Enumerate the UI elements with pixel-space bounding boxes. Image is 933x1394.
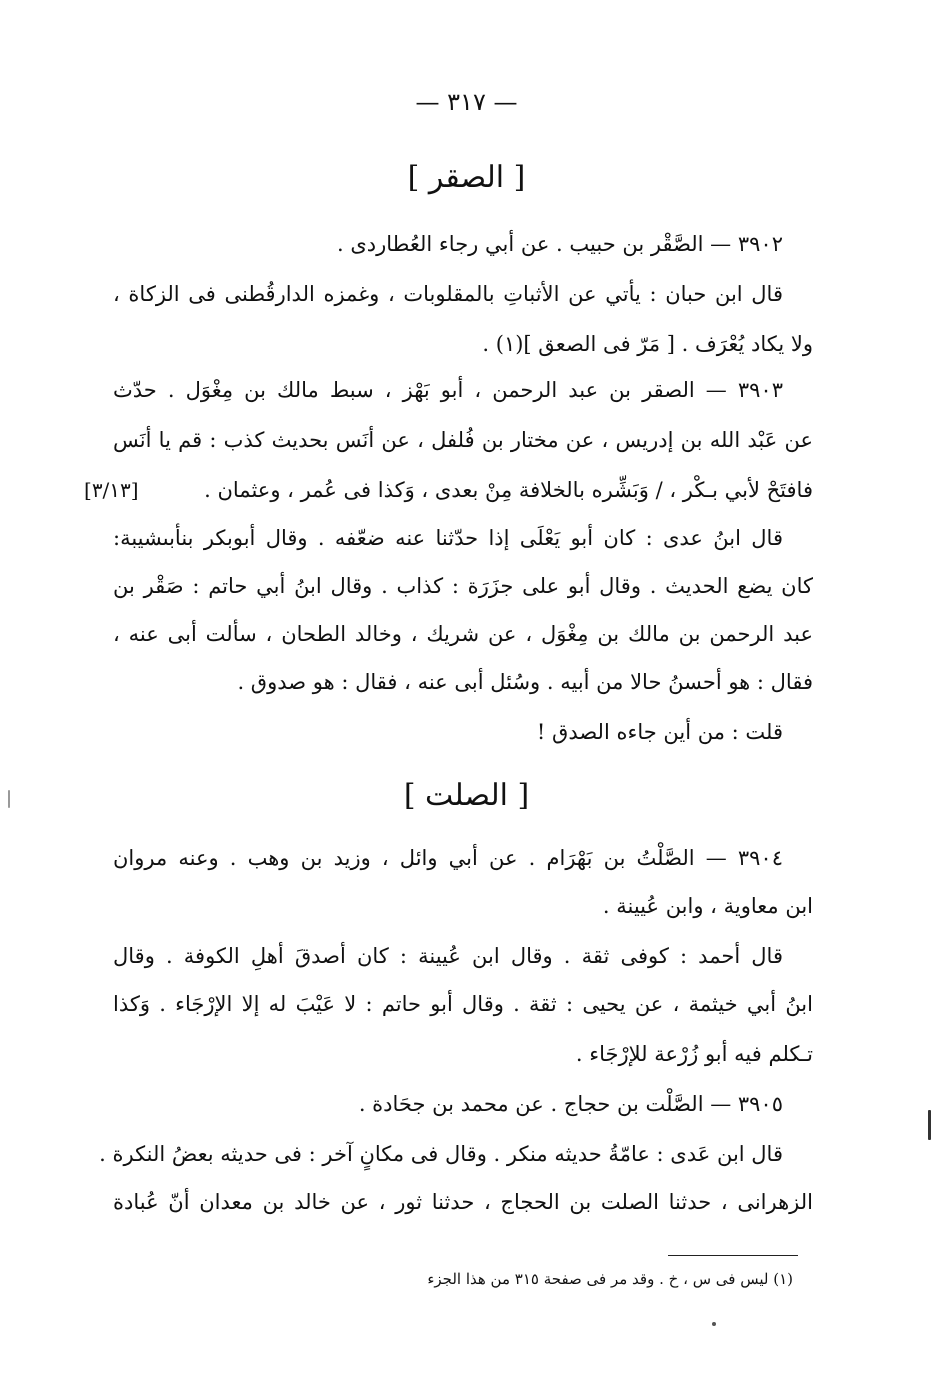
entry-3905-line-1: ٣٩٠٥ — الصَّلْت بن حجاج . عن محمد بن جحَادة .	[358, 1092, 783, 1116]
section-heading-salt: [ الصلت ]	[403, 778, 530, 813]
entry-3903-comment: قلت : من أين جاءه الصدق !	[536, 720, 783, 744]
entry-3904-line-5: تـكلم فيه أبو زُرْعة للإرْجَاء .	[575, 1042, 813, 1066]
entry-3903-line-4: قال ابنُ عدى : كان أبو يَعْلَى إذا حدّثنا عنه ضعّفه . وقال أبوبكر بنأبىشيبة:	[113, 526, 783, 550]
entry-3903-line-2: عن عَبْد الله بن إدريس ، عن مختار بن فُلفل ، عن أنَس بحديث كذب : قم يا أنَس	[113, 428, 813, 452]
footnote-divider	[668, 1255, 798, 1256]
section-heading-saqr: [ الصقر ]	[407, 160, 526, 195]
page-number: — ٣١٧ —	[415, 88, 518, 116]
entry-3902-line-1: ٣٩٠٢ — الصَّقْر بن حبيب . عن أبي رجاء العُطاردى .	[336, 232, 783, 256]
scan-edge-mark	[8, 790, 10, 808]
entry-3904-line-1: ٣٩٠٤ — الصَّلْتُ بن بَهْرَام . عن أبي وائل ، وزيد بن وهب . وعنه مروان	[113, 846, 783, 870]
entry-3904-line-4: ابنُ أبي خيثمة ، عن يحيى : ثقة . وقال أبو حاتم : لا عَيْبَ له إلا الإرْجَاء . وَكذا	[113, 992, 813, 1016]
entry-3904-line-3: قال أحمد : كوفى ثقة . وقال ابن عُيينة : كان أصدقَ أهلِ الكوفة . وقال	[113, 944, 783, 968]
margin-reference: [٣/١٣]	[84, 478, 139, 502]
entry-3902-line-3: ولا يكاد يُعْرَف . [ مَرّ فى الصعق ](١) .	[482, 332, 813, 356]
entry-3902-line-2: قال ابن حبان : يأتي عن الأثباتِ بالمقلوبات ، وغمزه الدارقُطنى فى الزكاة ،	[113, 282, 783, 306]
footnote: (١) ليس فى س ، خ . وقد مر فى صفحة ٣١٥ من هذا الجزء	[427, 1270, 793, 1288]
entry-3905-line-3: الزهرانى ، حدثنا الصلت بن الحجاج ، حدثنا ثور ، عن خالد بن معدان أنّ عُبادة	[113, 1190, 813, 1214]
entry-3903-line-3: فافتَحْ لأبي بـكْر ، / وَبَشِّره بالخلافة مِنْ بعدى ، وَكذا فى عُمر ، وعثمان .	[204, 478, 813, 502]
entry-3905-line-2: قال ابن عَدى : عامّةُ حديثه منكر . وقال فى مكانٍ آخر : فى حديثه بعضُ النكرة .	[99, 1142, 783, 1166]
scan-edge-mark-right	[928, 1110, 931, 1140]
entry-3903-line-5: كان يضع الحديث . وقال أبو على جزَرَة : كذاب . وقال ابنُ أبي حاتم : صَقْر بن	[113, 574, 813, 598]
entry-3903-line-6: عبد الرحمن بن مالك بن مِغْوَل ، عن شريك ، وخالد الطحان ، سألت أبى عنه ،	[113, 622, 813, 646]
entry-3904-line-2: ابن معاوية ، وابن عُيينة .	[602, 894, 813, 918]
entry-3903-line-1: ٣٩٠٣ — الصقر بن عبد الرحمن ، أبو بَهْز ، سبط مالك بن مِغْوَل . حدّث	[113, 378, 783, 402]
entry-3903-line-7: فقال : هو أحسنُ حالا من أبيه . وسُئل أبى عنه ، فقال : هو صدوق .	[237, 670, 813, 694]
scan-speck	[712, 1322, 716, 1326]
